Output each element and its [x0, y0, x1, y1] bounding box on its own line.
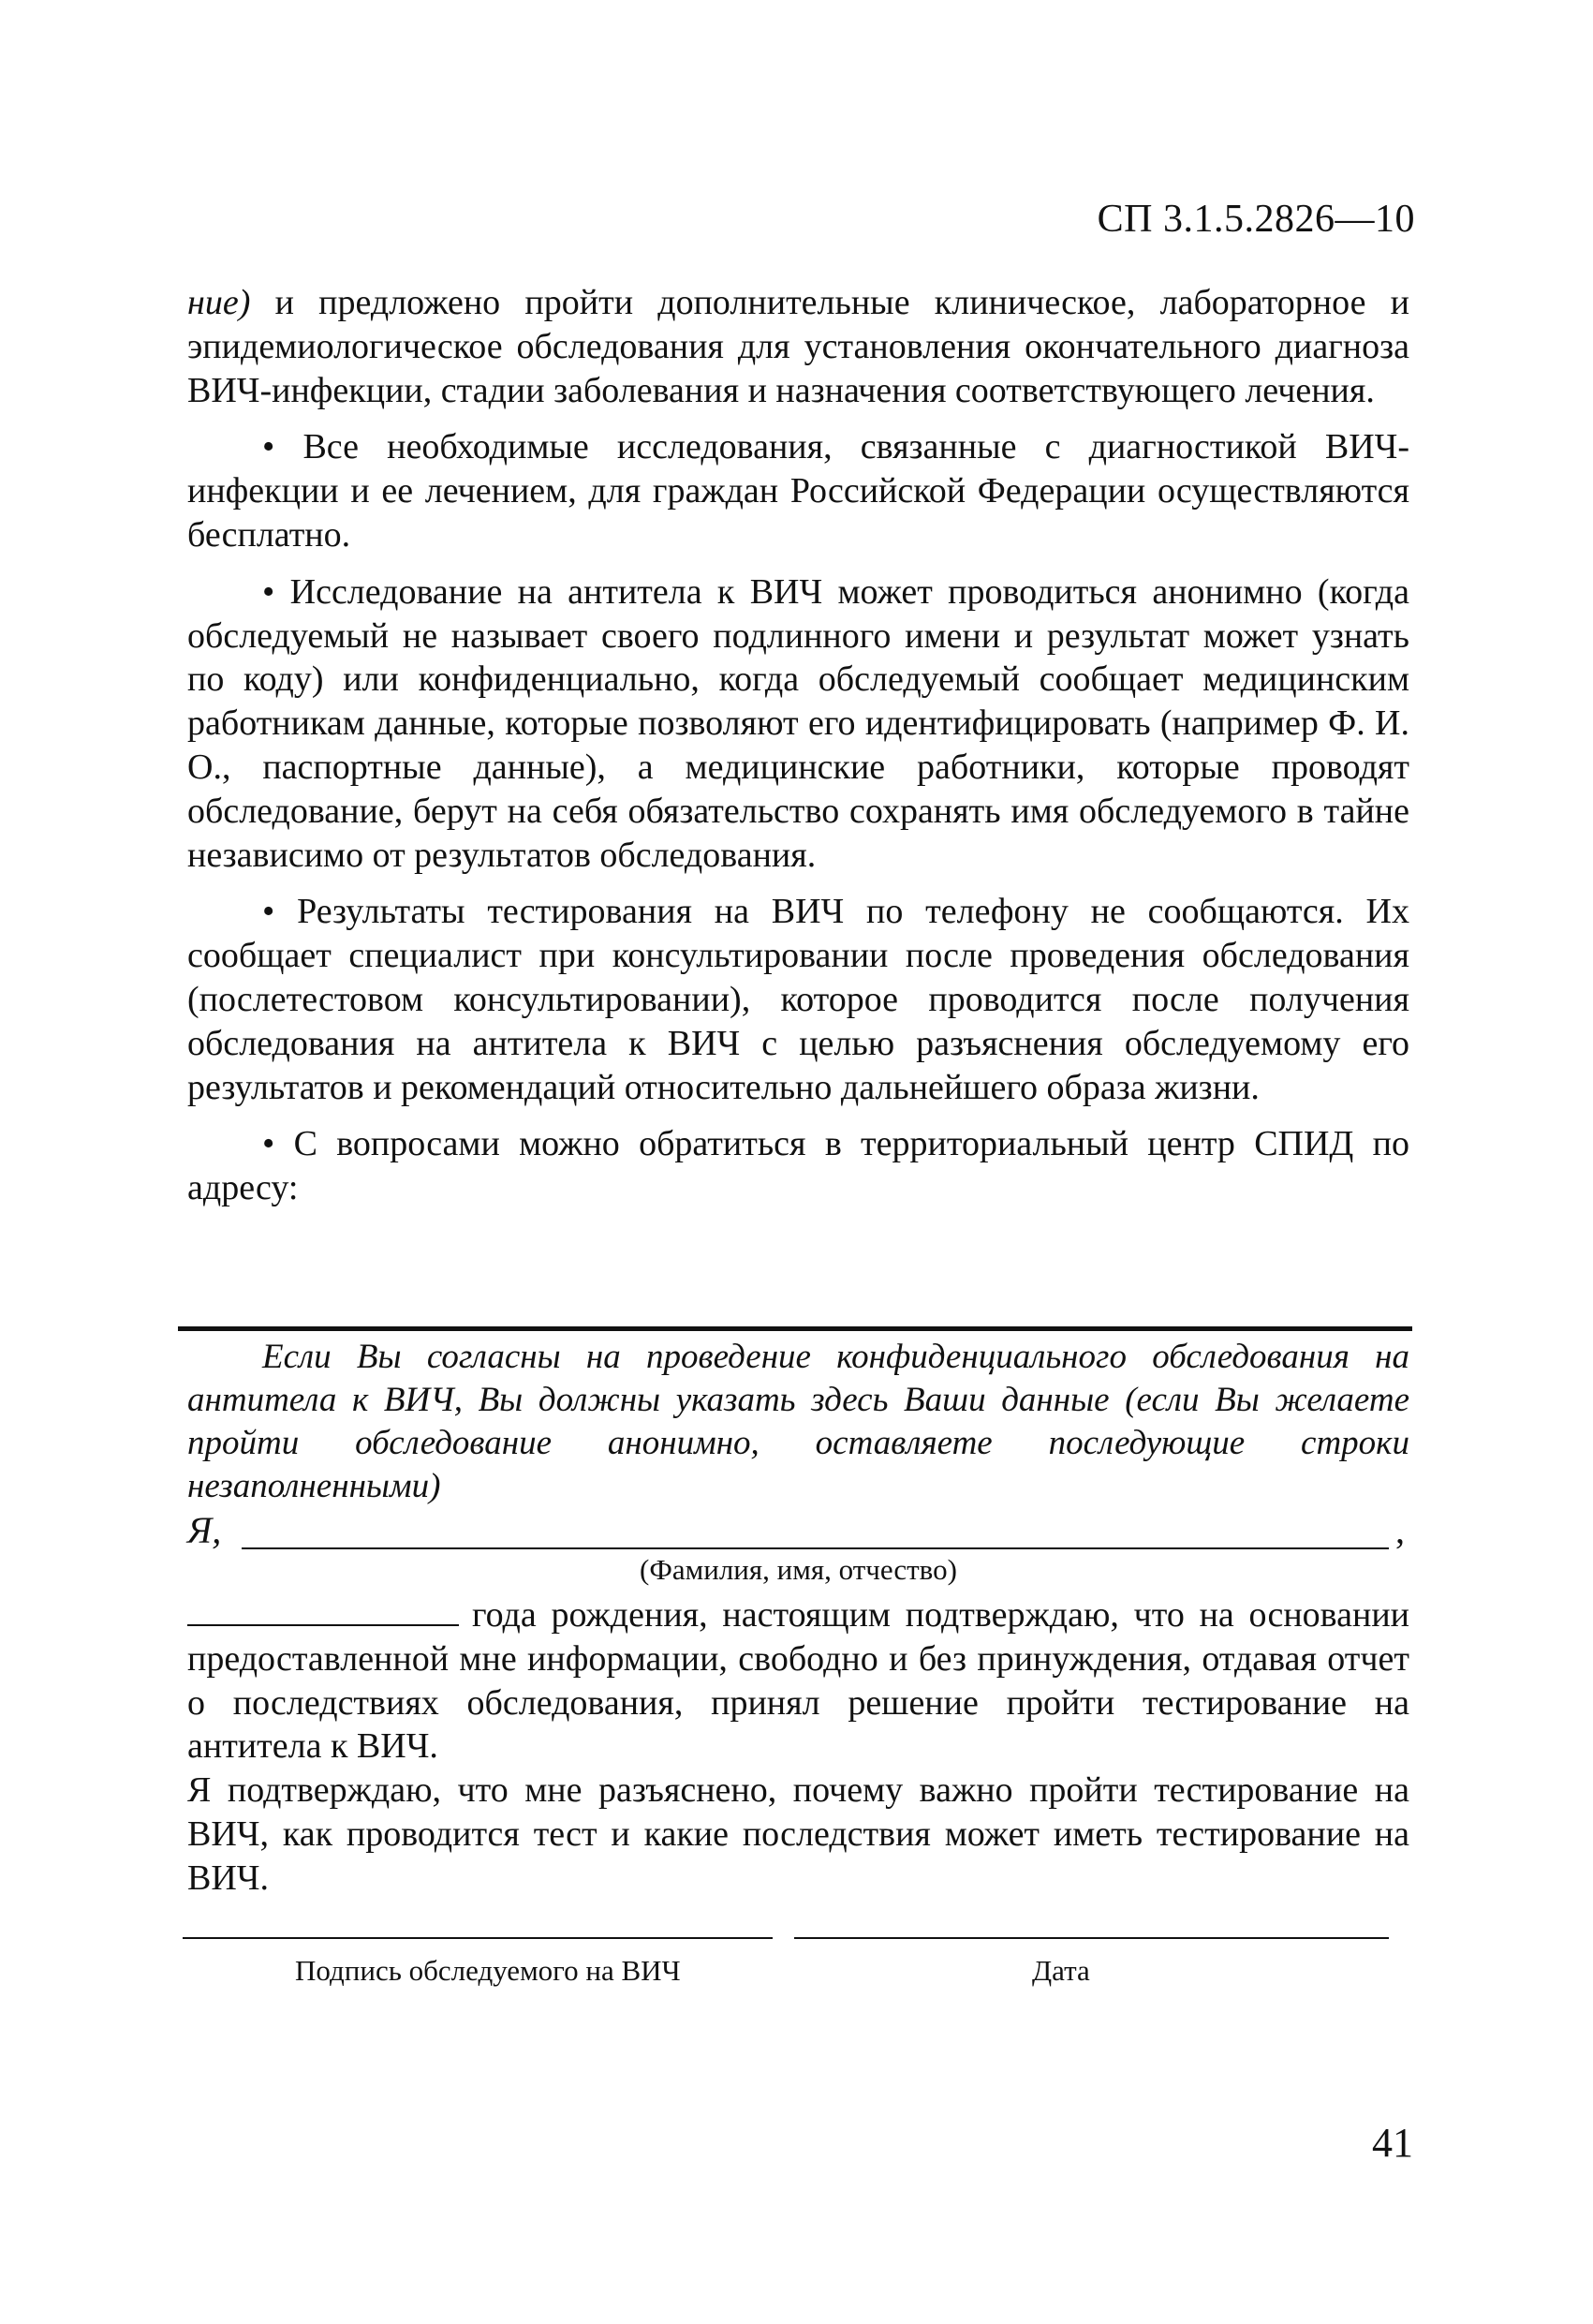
- birth-year-paragraph: [187, 1592, 1409, 1769]
- signature-label: Подпись обследуемого на ВИЧ: [295, 1954, 681, 1987]
- bullet-paragraph: [187, 1122, 1409, 1210]
- bullet-text: Результаты тестирования на ВИЧ по телефону не сообщаются. Их сообщает специалист при консультировании после проведения обследования (послетестовом консультировании), которое проводится после получения обследования на антитела к ВИЧ с целью разъяснения обследуемому его результатов и рекомендаций относительно дальнейшего образа жизни.: [187, 892, 1409, 1107]
- name-field-prefix: Я,: [187, 1509, 222, 1551]
- bullet-icon: •: [262, 892, 275, 932]
- name-field-row: [187, 1508, 1409, 1555]
- birth-year-field-line[interactable]: [187, 1592, 459, 1626]
- paragraph-continuation: [187, 281, 1409, 412]
- page-number: 41: [1372, 2120, 1413, 2166]
- bullet-icon: •: [262, 427, 275, 467]
- body-text: [187, 281, 1409, 1210]
- bullet-text: Исследование на антитела к ВИЧ может проводиться анонимно (когда обследуемый не называет своего подлинного имени и результат может узнать по коду) или конфиденциально, когда обследуемый сообщает медицинским работникам данные, которые позволяют его идентифицировать (например Ф. И. О., паспортные данные), а медицинские работники, которые проводят обследование, берут на себя обязательство сохранять имя обследуемого в тайне независимо от результатов обследования.: [187, 571, 1409, 875]
- continuation-text: и предложено пройти дополнительные клиническое, лабораторное и эпидемиологическое обследования для установления окончательного диагноза ВИЧ-инфекции, стадии заболевания и назначения соответствующего лечения.: [187, 283, 1409, 410]
- name-field-comma: ,: [1395, 1509, 1405, 1551]
- birth-year-text: года рождения, настоящим подтверждаю, что на основании предоставленной мне информации, свободно и без принуждения, отдавая отчет о последствиях обследования, принял решение пройти тестирование на антитела к ВИЧ.: [187, 1595, 1409, 1767]
- continuation-fragment: ние): [187, 283, 251, 322]
- bullet-paragraph: [187, 890, 1409, 1109]
- name-field-line[interactable]: [242, 1547, 1389, 1549]
- bullet-text: Все необходимые исследования, связанные с диагностикой ВИЧ-инфекции и ее лечением, для граждан Российской Федерации осуществляются бесплатно.: [187, 427, 1409, 555]
- bullet-icon: •: [262, 1124, 275, 1164]
- section-divider: [178, 1326, 1412, 1331]
- bullet-icon: •: [262, 571, 275, 612]
- document-code: СП 3.1.5.2826—10: [1097, 198, 1415, 241]
- bullet-paragraph: [187, 425, 1409, 556]
- consent-instructions: Если Вы согласны на проведение конфиденциального обследования на антитела к ВИЧ, Вы должны указать здесь Ваши данные (если Вы желаете пройти обследование анонимно, оставляете последующие строки незаполненными): [187, 1338, 1409, 1505]
- bullet-paragraph: [187, 570, 1409, 878]
- confirmation-paragraph: Я подтверждаю, что мне разъяснено, почему важно пройти тестирование на ВИЧ, как проводится тест и какие последствия может иметь тестирование на ВИЧ.: [187, 1770, 1409, 1898]
- bullet-text: С вопросами можно обратиться в территориальный центр СПИД по адресу:: [187, 1124, 1409, 1208]
- signature-line[interactable]: [183, 1937, 773, 1939]
- name-field-caption: (Фамилия, имя, отчество): [640, 1553, 957, 1586]
- consent-text: [187, 1592, 1409, 1901]
- date-line[interactable]: [794, 1937, 1389, 1939]
- date-label: Дата: [1032, 1954, 1090, 1987]
